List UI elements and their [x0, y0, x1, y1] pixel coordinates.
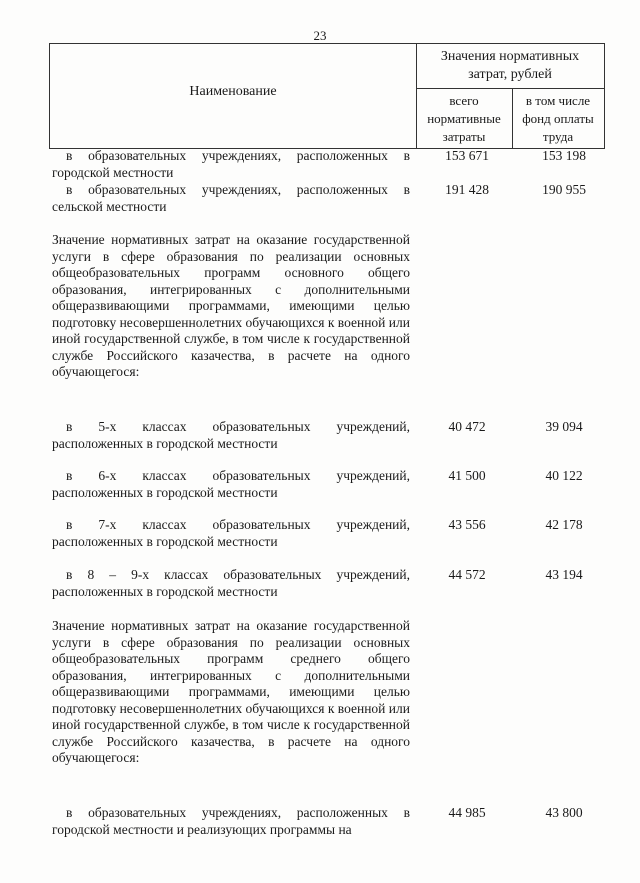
table-row — [52, 182, 612, 215]
table-row — [52, 805, 612, 838]
row-payroll: 43 800 — [545, 805, 583, 820]
section-description: Значение нормативных затрат на оказание государственной услуги в сфере образования по реализации основных общеобразовательных программ основного общего образования, интегрированных с дополнительными общеразвивающими программами, имеющими целью подготовку несовершеннолетних обучающихся к военной или иной государственной службе, в том числе к государственной службе Российского казачества, в расчете на одного обучающегося: — [52, 232, 410, 379]
row-total: 44 985 — [448, 805, 486, 820]
row-label: в 7-х классах образовательных учреждений, расположенных в городской местности — [52, 517, 410, 549]
row-payroll: 40 122 — [545, 468, 583, 483]
table-row — [52, 567, 612, 600]
row-total: 41 500 — [448, 468, 486, 483]
row-payroll: 190 955 — [542, 182, 586, 197]
row-label: в 6-х классах образовательных учреждений, расположенных в городской местности — [52, 468, 410, 500]
section-description: Значение нормативных затрат на оказание государственной услуги в сфере образования по реализации основных общеобразовательных программ среднего общего образования, интегрированных с дополнительными общеразвивающими программами, имеющими целью подготовку несовершеннолетних обучающихся к военной или иной государственной службе, в том числе к государственной службе Российского казачества, в расчете на одного обучающегося: — [52, 618, 410, 765]
row-payroll: 43 194 — [545, 567, 583, 582]
header-name: Наименование — [189, 84, 277, 99]
row-total: 153 671 — [445, 148, 489, 163]
row-label: в 8 – 9-х классах образовательных учреждений, расположенных в городской местности — [52, 567, 410, 599]
table-row — [52, 517, 612, 550]
row-payroll: 153 198 — [542, 148, 586, 163]
row-payroll: 42 178 — [545, 517, 583, 532]
row-total: 44 572 — [448, 567, 486, 582]
table-row — [52, 468, 612, 501]
row-total: 43 556 — [448, 517, 486, 532]
row-label: в образовательных учреждениях, расположенных в сельской местности — [52, 182, 410, 214]
table-row — [52, 148, 612, 181]
header-total: всего нормативные затраты — [427, 93, 501, 144]
table-header — [49, 43, 605, 149]
header-group-title: Значения нормативных затрат, рублей — [440, 49, 580, 82]
page-number: 23 — [313, 28, 327, 43]
row-total: 40 472 — [448, 419, 486, 434]
row-payroll: 39 094 — [545, 419, 583, 434]
row-label: в образовательных учреждениях, расположенных в городской местности — [52, 148, 410, 180]
row-total: 191 428 — [445, 182, 489, 197]
table-row — [52, 419, 612, 452]
row-label: в образовательных учреждениях, расположенных в городской местности и реализующих программы на — [52, 805, 410, 837]
header-divider — [416, 88, 604, 89]
header-payroll: в том числе фонд оплаты труда — [522, 93, 594, 144]
row-label: в 5-х классах образовательных учреждений, расположенных в городской местности — [52, 419, 410, 451]
